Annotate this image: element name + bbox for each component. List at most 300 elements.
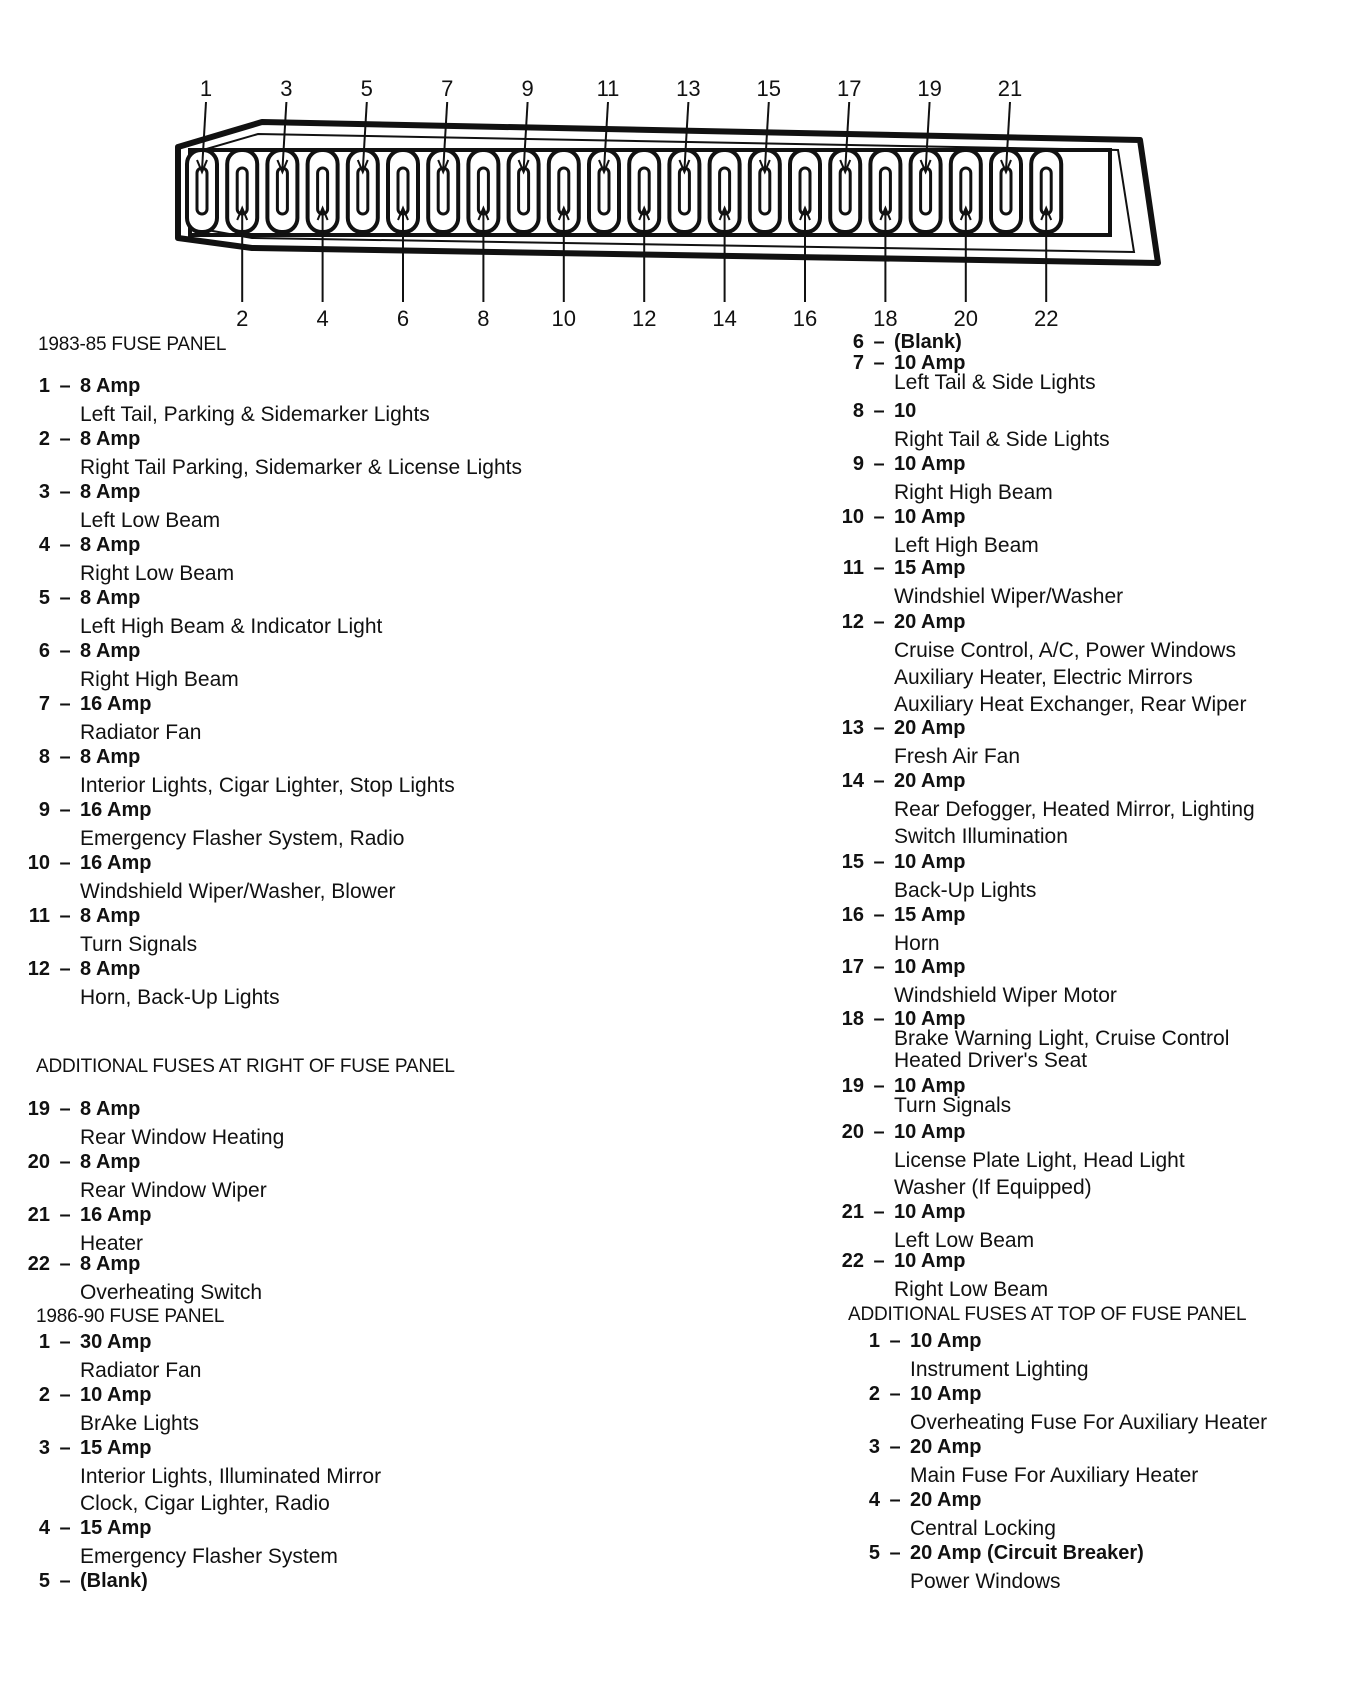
fuse-dash: – [873,956,885,978]
fuse-entry [826,453,1053,506]
fuse-entry [12,1098,284,1151]
fuse-rating: 10 Amp [910,1383,982,1405]
fuse-rating: 10 Amp [80,1384,152,1406]
fuse-description: Fresh Air Fan [894,745,1021,768]
fuse-description: Turn Signals [80,933,198,956]
fuse-dash: – [873,506,885,528]
fuse-number: 15 [841,851,864,873]
fuse-entry [12,693,201,746]
fuse-description: Interior Lights, Cigar Lighter, Stop Lights [80,774,455,797]
fuse-entry [12,799,404,852]
fuse-number: 4 [38,1517,50,1539]
fuse-rating: 8 Amp [80,1253,141,1275]
fuse-description: Left High Beam & Indicator Light [80,615,383,638]
fuse-dash: – [873,611,885,633]
fuse-entry [826,611,1246,718]
fuse-entry-header [12,693,201,719]
fuse-entry [826,352,1096,394]
fuse-entry-header [12,1204,152,1230]
fuse-description: Rear Window Wiper [80,1179,267,1202]
fuse-description: Overheating Fuse For Auxiliary Heater [910,1411,1268,1434]
fuse-description: Cruise Control, A/C, Power Windows [894,639,1236,662]
fuse-dash: – [59,799,71,821]
fuse-number: 10 [27,852,50,874]
fuse-dash: – [873,904,885,926]
fuse-number: 5 [38,1570,50,1592]
fuse-entry-header [12,1570,148,1596]
fuse-entry [12,1331,201,1384]
fuse-rating: 15 Amp [894,904,966,926]
fuse-dash: – [59,1331,71,1353]
fuse-blade [679,168,689,214]
fuse-entry-header [826,352,1096,372]
fuse-description: Auxiliary Heat Exchanger, Rear Wiper [894,693,1247,716]
fuse-dash: – [59,534,71,556]
fuse-dash: – [59,481,71,503]
fuse-number: 19 [841,1075,864,1097]
fuse-number: 17 [841,956,864,978]
fuse-description: Left Tail & Side Lights [894,371,1096,394]
fuse-number: 12 [27,958,50,980]
fuse-rating: 8 Amp [80,958,141,980]
fuse-description: Radiator Fan [80,721,202,744]
fuse-entry-header [826,453,1053,479]
fuse-callout-number: 4 [316,306,329,330]
fuse-dash: – [59,852,71,874]
fuse-entry [12,958,280,1011]
fuse-description: Rear Window Heating [80,1126,285,1149]
fuse-number: 8 [38,746,50,768]
fuse-number: 13 [841,717,864,739]
fuse-callout-number: 13 [676,76,701,101]
fuse-description: Right High Beam [894,481,1053,504]
fuse-callout-number: 21 [997,76,1023,101]
fuse-rating: 16 Amp [80,852,152,874]
fuse-blade [760,168,770,214]
fuse-rating: 16 Amp [80,693,152,715]
fuse-callout-number: 10 [551,306,577,330]
fuse-rating: 10 Amp [894,1121,966,1143]
fuse-description: Overheating Switch [80,1281,263,1304]
fuse-description: Windshiel Wiper/Washer [894,585,1124,608]
fuse-callout-number: 7 [441,76,454,101]
fuse-description: Horn [894,932,940,955]
fuse-blade [921,168,931,214]
fuse-entry-header [842,1489,1056,1515]
fuse-number: 6 [852,331,864,353]
fuse-number: 8 [852,400,864,422]
fuse-blade [1001,168,1011,214]
fuse-rating: 10 Amp [894,851,966,873]
fuse-description: Emergency Flasher System, Radio [80,827,405,850]
fuse-dash: – [889,1436,901,1458]
fuse-rating: 20 Amp (Circuit Breaker) [910,1542,1144,1564]
fuse-rating: (Blank) [894,331,962,353]
fuse-entry [12,852,396,905]
fuse-entry-header [826,1201,1034,1227]
fuse-number: 1 [868,1330,880,1352]
heading-1986-90-fuse-panel: 1986-90 FUSE PANEL [36,1306,225,1327]
fuse-entry-header [826,851,1036,877]
fuse-number: 9 [852,453,864,475]
fuse-dash: – [889,1330,901,1352]
fuse-blade [840,168,850,214]
fuse-dash: – [59,1098,71,1120]
fuse-rating: 8 Amp [80,481,141,503]
fuse-entry-header [826,557,1123,583]
fuse-entry [826,506,1039,559]
fuse-rating: 8 Amp [80,587,141,609]
fuse-entry-header [12,1437,381,1463]
fuse-rating: 10 Amp [894,1250,966,1272]
fuse-entry [826,851,1036,904]
fuse-entry-header [12,746,455,772]
fuse-description: Left High Beam [894,534,1039,557]
fuse-rating: 8 Amp [80,905,141,927]
fuse-entry [826,557,1123,610]
fuse-entry [842,1542,1144,1595]
fuse-dash: – [873,400,885,422]
fuse-entry-header [12,428,522,454]
fuse-entry [826,331,962,351]
fuse-panel-diagram [0,0,1359,330]
fuse-number: 20 [841,1121,864,1143]
fuse-dash: – [873,352,885,374]
fuse-description: Instrument Lighting [910,1358,1089,1381]
fuse-blade [197,168,207,214]
fuse-entry [826,1008,1229,1072]
fuse-entry-header [842,1330,1089,1356]
fuse-number: 3 [868,1436,880,1458]
fuse-dash: – [59,1253,71,1275]
fuse-entry [826,1250,1048,1303]
fuse-rating: 15 Amp [80,1437,152,1459]
fuse-rating: 8 Amp [80,428,141,450]
fuse-entry [12,428,522,481]
fuse-entry-header [826,1121,1185,1147]
fuse-description: Washer (If Equipped) [894,1176,1092,1199]
fuse-entry-header [826,400,1110,426]
fuse-description: Power Windows [910,1570,1061,1593]
fuse-rating: 15 Amp [894,557,966,579]
fuse-dash: – [873,1075,885,1097]
fuse-number: 19 [27,1098,50,1120]
heading-additional-right-fuses: ADDITIONAL FUSES AT RIGHT OF FUSE PANEL [36,1056,455,1077]
fuse-entry [826,400,1110,453]
fuse-description: Left Tail, Parking & Sidemarker Lights [80,403,430,426]
fuse-description: Windshield Wiper Motor [894,984,1117,1007]
fuse-number: 2 [868,1383,880,1405]
fuse-number: 16 [841,904,864,926]
fuse-entry-header [842,1542,1144,1568]
fuse-dash: – [59,428,71,450]
fuse-entry-header [12,1098,284,1124]
fuse-entry [12,481,220,534]
fuse-dash: – [873,557,885,579]
fuse-dash: – [59,1570,71,1592]
fuse-description: Switch Illumination [894,825,1068,848]
fuse-rating: 10 [894,400,917,422]
fuse-entry [826,1075,1011,1117]
fuse-dash: – [59,905,71,927]
fuse-blade [599,168,609,214]
fuse-rating: 20 Amp [910,1436,982,1458]
fuse-description: Clock, Cigar Lighter, Radio [80,1492,330,1515]
fuse-description: Right Low Beam [80,562,235,585]
fuse-description: Heated Driver's Seat [894,1049,1088,1072]
fuse-description: Left Low Beam [894,1229,1035,1252]
fuse-dash: – [889,1542,901,1564]
fuse-entry [12,534,234,587]
fuse-entry-header [12,852,396,878]
fuse-rating: 20 Amp [894,611,966,633]
fuse-number: 4 [38,534,50,556]
fuse-description: BrAke Lights [80,1412,200,1435]
fuse-entry [826,956,1117,1009]
fuse-rating: 30 Amp [80,1331,152,1353]
fuse-description: Main Fuse For Auxiliary Heater [910,1464,1199,1487]
fuse-rating: 10 Amp [894,1201,966,1223]
fuse-callout-number: 1 [199,76,213,101]
fuse-dash: – [873,1008,885,1030]
fuse-rating: 15 Amp [80,1517,152,1539]
fuse-callout-number: 17 [836,76,862,101]
fuse-entry [12,905,197,958]
fuse-callout-number: 12 [631,306,657,330]
fuse-dash: – [59,587,71,609]
fuse-dash: – [59,1151,71,1173]
fuse-entry-header [12,587,382,613]
fuse-callout-number: 20 [953,306,979,330]
heading-1983-85-fuse-panel: 1983-85 FUSE PANEL [38,334,227,355]
fuse-rating: 8 Amp [80,640,141,662]
fuse-blade [519,168,529,214]
fuse-entry [12,1517,338,1570]
fuse-entry-header [12,1331,201,1357]
fuse-entry [826,717,1020,770]
fuse-dash: – [873,1250,885,1272]
fuse-description: Central Locking [910,1517,1056,1540]
fuse-number: 6 [38,640,50,662]
fuse-entry [12,1437,381,1517]
fuse-entry [12,1570,148,1596]
fuse-rating: 8 Amp [80,1151,141,1173]
fuse-entry [842,1383,1267,1436]
fuse-number: 4 [868,1489,880,1511]
fuse-entry-header [826,1008,1229,1028]
fuse-callout-number: 5 [360,76,373,101]
fuse-dash: – [59,1384,71,1406]
fuse-number: 2 [38,1384,50,1406]
fuse-entry-header [12,375,430,401]
fuse-callout-number: 18 [873,306,898,330]
fuse-number: 3 [38,481,50,503]
fuse-number: 11 [28,905,50,927]
fuse-callout-number: 11 [596,76,620,101]
fuse-dash: – [889,1383,901,1405]
fuse-rating: 8 Amp [80,534,141,556]
fuse-dash: – [873,770,885,792]
fuse-entry-header [12,640,239,666]
fuse-callout-number: 9 [521,76,534,101]
fuse-callout-number: 15 [756,76,782,101]
fuse-rating: 10 Amp [910,1330,982,1352]
fuse-dash: – [873,331,885,353]
fuse-description: Windshield Wiper/Washer, Blower [80,880,396,903]
fuse-rating: 10 Amp [894,1075,966,1097]
fuse-description: Emergency Flasher System [80,1545,338,1568]
fuse-entry-header [826,956,1117,982]
fuse-dash: – [59,1517,71,1539]
fuse-dash: – [59,1437,71,1459]
fuse-dash: – [873,1201,885,1223]
fuse-number: 2 [38,428,50,450]
fuse-number: 21 [27,1204,50,1226]
fuse-entry-header [12,1517,338,1543]
fuse-rating: 8 Amp [80,746,141,768]
fuse-entry [842,1330,1089,1383]
fuse-blade [438,168,448,214]
fuse-callout-number: 3 [280,76,293,101]
fuse-dash: – [873,1121,885,1143]
fuse-entry-header [826,770,1255,796]
fuse-entry-header [826,1075,1011,1095]
fuse-dash: – [59,640,71,662]
fuse-entry [826,770,1255,850]
fuse-entry [826,1201,1034,1254]
fuse-number: 3 [38,1437,50,1459]
fuse-number: 22 [841,1250,864,1272]
fuse-entry [826,1121,1185,1201]
fuse-description: License Plate Light, Head Light [894,1149,1185,1172]
fuse-entry-header [12,958,280,984]
fuse-dash: – [873,453,885,475]
fuse-entry-header [12,481,220,507]
fuse-number: 5 [868,1542,880,1564]
fuse-callout-number: 8 [477,306,490,330]
fuse-rating: 8 Amp [80,1098,141,1120]
fuse-description: Interior Lights, Illuminated Mirror [80,1465,382,1488]
fuse-rating: 16 Amp [80,799,152,821]
fuse-callout-number: 22 [1033,306,1059,330]
fuse-number: 12 [841,611,864,633]
fuse-number: 10 [841,506,864,528]
fuse-rating: 20 Amp [910,1489,982,1511]
fuse-number: 1 [38,375,50,397]
fuse-rating: 10 Amp [894,956,966,978]
fuse-number: 14 [841,770,864,792]
fuse-entry-header [12,905,197,931]
fuse-rating: 20 Amp [894,717,966,739]
fuse-entry [12,1151,267,1204]
fuse-description: Rear Defogger, Heated Mirror, Lighting [894,798,1255,821]
fuse-dash: – [889,1489,901,1511]
fuse-callout-number: 6 [396,306,410,330]
fuse-description: Turn Signals [894,1094,1012,1117]
fuse-entry-header [12,1253,262,1279]
fuse-blade [277,168,287,214]
fuse-callout-number: 2 [236,306,249,330]
fuse-description: Back-Up Lights [894,879,1037,902]
fuse-dash: – [59,1204,71,1226]
fuse-entry [12,640,239,693]
fuse-entry-header [842,1383,1267,1409]
fuse-description: Right Low Beam [894,1278,1049,1301]
fuse-rating: 10 Amp [894,506,966,528]
fuse-dash: – [59,746,71,768]
fuse-rating: 10 Amp [894,453,966,475]
fuse-rating: 8 Amp [80,375,141,397]
fuse-entry-header [12,799,404,825]
fuse-blade [358,168,368,214]
fuse-entry [12,746,455,799]
fuse-description: Right Tail Parking, Sidemarker & License Lights [80,456,522,479]
fuse-rating: 10 Amp [894,1008,966,1030]
fuse-dash: – [59,958,71,980]
fuse-entry [842,1436,1198,1489]
fuse-callout-number: 14 [712,306,737,330]
fuse-entry [826,904,966,957]
fuse-entry-header [826,1250,1048,1276]
fuse-description: Auxiliary Heater, Electric Mirrors [894,666,1193,689]
fuse-entry [842,1489,1056,1542]
fuse-dash: – [59,375,71,397]
fuse-entry-header [826,331,962,351]
fuse-entry-header [12,1151,267,1177]
fuse-description: Horn, Back-Up Lights [80,986,280,1009]
fuse-dash: – [873,717,885,739]
fuse-dash: – [59,693,71,715]
fuse-description: Brake Warning Light, Cruise Control [894,1027,1230,1050]
fuse-rating: 16 Amp [80,1204,152,1226]
fuse-number: 1 [38,1331,50,1353]
fuse-entry [12,1253,262,1306]
fuse-description: Right High Beam [80,668,239,691]
fuse-entry-header [826,717,1020,743]
fuse-number: 9 [38,799,50,821]
fuse-entry-header [12,534,234,560]
fuse-dash: – [873,851,885,873]
fuse-number: 20 [27,1151,50,1173]
fuse-entry [12,587,382,640]
fuse-entry-header [842,1436,1198,1462]
fuse-rating: (Blank) [80,1570,148,1592]
fuse-number: 18 [841,1008,864,1030]
fuse-description: Left Low Beam [80,509,221,532]
fuse-number: 7 [38,693,50,715]
fuse-entry [12,1204,152,1257]
fuse-number: 21 [841,1201,864,1223]
fuse-entry-header [12,1384,199,1410]
heading-additional-top-fuses: ADDITIONAL FUSES AT TOP OF FUSE PANEL [848,1304,1247,1325]
fuse-entry-header [826,904,966,930]
fuse-rating: 10 Amp [894,352,966,374]
fuse-entry-header [826,611,1246,637]
fuse-description: Right Tail & Side Lights [894,428,1110,451]
fuse-rating: 20 Amp [894,770,966,792]
fuse-number: 22 [27,1253,50,1275]
fuse-entry-header [826,506,1039,532]
fuse-callout-number: 16 [792,306,818,330]
fuse-number: 7 [852,352,864,374]
fuse-description: Heater [80,1232,144,1255]
fuse-entry [12,1384,199,1437]
fuse-number: 5 [38,587,50,609]
fuse-callout-number: 19 [917,76,942,101]
fuse-entry [12,375,430,428]
fuse-description: Radiator Fan [80,1359,202,1382]
fuse-number: 11 [842,557,864,579]
